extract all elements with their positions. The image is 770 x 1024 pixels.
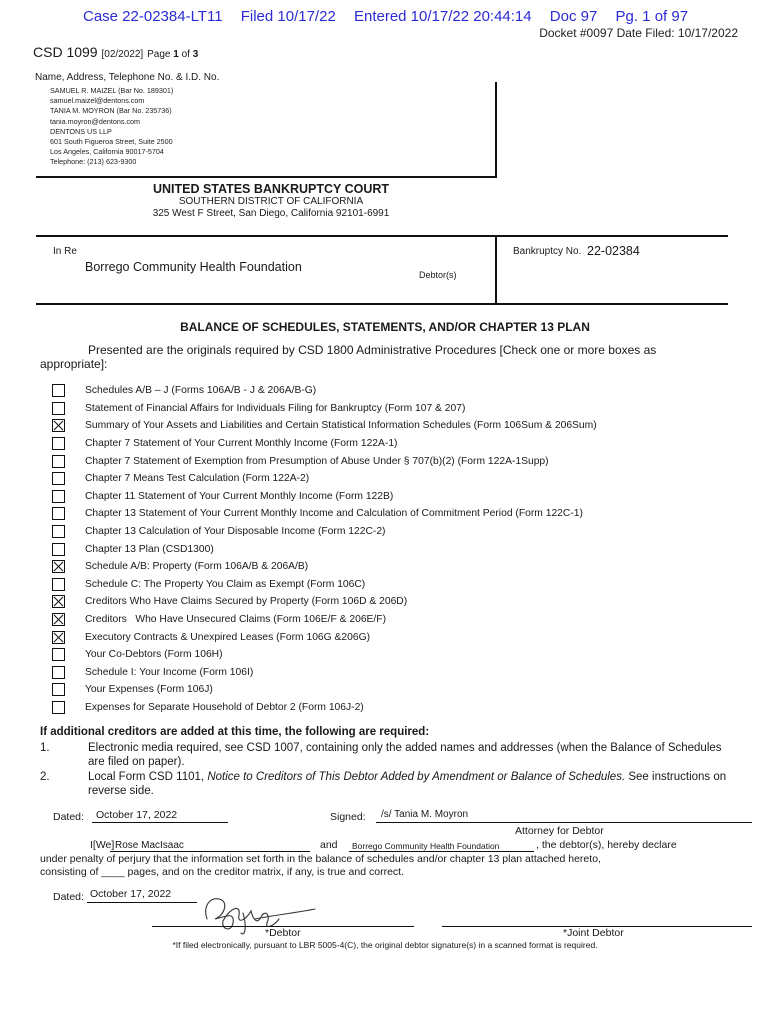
checklist-item-label: Statement of Financial Affairs for Individuals Filing for Bankruptcy (Form 107 & 207) [85,402,466,414]
checkbox[interactable] [52,507,65,520]
attorney-box-right-border [495,82,497,178]
caption-divider [495,235,497,304]
checkbox[interactable] [52,578,65,591]
debtor-signature-label: *Debtor [265,927,301,939]
declaration-tail: , the debtor(s), hereby declare [536,839,677,851]
requirement-text [88,770,728,798]
checkbox[interactable] [52,648,65,661]
checkbox[interactable] [52,683,65,696]
checkbox[interactable] [52,613,65,626]
requirement-text-plain: Local Form CSD 1101, [88,771,208,783]
checklist-item [52,523,597,541]
checklist-item [52,699,597,717]
checkbox[interactable] [52,437,65,450]
requirement-item-2 [40,770,740,800]
dated-underline [92,822,228,823]
requirement-form-title: Notice to Creditors of This Debtor Added by Amendment or Balance of Schedules. [207,771,626,783]
checklist-item [52,400,597,418]
attorney-line: 601 South Figueroa Street, Suite 2500 [50,137,173,147]
dated2-underline [87,902,197,903]
entered-date: Entered 10/17/22 20:44:14 [353,8,532,25]
checklist-item [52,664,597,682]
additional-creditors-heading: If additional creditors are added at this time, the following are required: [40,726,430,738]
docket-stamp: Docket #0097 Date Filed: 10/17/2022 [539,26,738,40]
filed-date: Filed 10/17/22 [240,8,336,25]
form-number: CSD 1099 [33,44,98,60]
form-page-of: of [178,49,193,60]
bankruptcy-number: 22-02384 [587,244,640,258]
form-page-num: 1 [173,49,179,60]
checklist-item [52,417,597,435]
doc-number: Doc 97 [549,8,598,25]
dated2-label: Dated: [53,891,84,903]
attorney-line: tania.moyron@dentons.com [50,116,140,126]
checkbox[interactable] [52,631,65,644]
checkbox[interactable] [52,666,65,679]
checklist-item-label: Chapter 7 Means Test Calculation (Form 122A-2) [85,473,310,485]
court-heading [150,182,392,220]
checklist-item [52,558,597,576]
checklist-item-label: Executory Contracts & Unexpired Leases (Form 106G &206G) [85,631,371,643]
entity-name: Borrego Community Health Foundation [352,841,500,851]
caption-bottom-rule [36,303,728,305]
checklist-item [52,646,597,664]
caption-top-rule [36,235,728,237]
signed-underline [376,822,752,823]
form-page-prefix: Page [147,49,174,60]
requirement-text-end: See instructions on reverse side. [88,771,727,797]
attorney-e-signature: /s/ Tania M. Moyron [381,809,469,820]
dated2-value: October 17, 2022 [90,888,172,900]
checklist-item-label: Chapter 13 Plan (CSD1300) [85,543,214,555]
checklist-item-label: Chapter 11 Statement of Your Current Monthly Income (Form 122B) [85,490,394,502]
attorney-block [50,86,173,168]
checklist-item [52,470,597,488]
dated-label: Dated: [53,811,84,823]
court-district: SOUTHERN DISTRICT OF CALIFORNIA [178,196,364,207]
court-address: 325 West F Street, San Diego, California 92101-6991 [152,208,390,219]
bankruptcy-number-label: Bankruptcy No. [513,246,582,257]
checklist-item-label: Summary of Your Assets and Liabilities and Certain Statistical Information Schedules (Form 106Sum & 206Sum) [85,420,597,432]
court-top-rule [36,176,496,178]
requirement-number: 1. [40,742,50,754]
and-label: and [320,839,338,851]
signed-label: Signed: [330,811,366,823]
in-re-label: In Re [53,246,77,257]
electronic-filing-footnote: *If filed electronically, pursuant to LBR 5005-4(C), the original debtor signature(s) in a scanned format is required. [172,940,598,950]
we-underline [110,851,310,852]
checkbox[interactable] [52,472,65,485]
checkbox[interactable] [52,595,65,608]
checklist-item-label: Schedule I: Your Income (Form 106I) [85,666,254,678]
checkbox[interactable] [52,701,65,714]
checklist-item-label: Creditors Who Have Unsecured Claims (Form 106E/F & 206E/F) [85,614,386,626]
checklist-item [52,576,597,594]
attorney-line: Telephone: (213) 623-9300 [50,157,137,167]
document-title: BALANCE OF SCHEDULES, STATEMENTS, AND/OR CHAPTER 13 PLAN [180,320,590,334]
attorney-line: SAMUEL R. MAIZEL (Bar No. 189301) [50,86,174,95]
intro-line-1: Presented are the originals required by CSD 1800 Administrative Procedures [Check one or more boxes as [88,343,657,357]
form-id [33,44,198,60]
checkbox[interactable] [52,490,65,503]
checklist-item-label: Your Expenses (Form 106J) [85,684,213,696]
intro-text [40,343,690,371]
intro-line-2: appropriate]: [40,357,108,371]
dated-value: October 17, 2022 [96,809,178,821]
checklist-item-label: Schedule C: The Property You Claim as Exempt (Form 106C) [85,578,366,590]
checklist-item [52,540,597,558]
checklist-item-label: Schedule A/B: Property (Form 106A/B & 206A/B) [85,561,309,573]
declaration-line-3: consisting of ____ pages, and on the creditor matrix, if any, is true and correct. [40,866,404,878]
schedule-checklist [52,382,597,716]
checklist-item-label: Chapter 13 Statement of Your Current Monthly Income and Calculation of Commitment Period (Form 122C-1) [85,508,583,520]
checklist-item-label: Creditors Who Have Claims Secured by Property (Form 106D & 206D) [85,596,408,608]
declaration-line-2: under penalty of perjury that the information set forth in the balance of schedules and/or chapter 13 plan attached hereto, [40,853,601,865]
checkbox[interactable] [52,525,65,538]
page-counter: Pg. 1 of 97 [615,8,689,25]
checklist-item [52,628,597,646]
attorney-line: TANIA M. MOYRON (Bar No. 235736) [50,106,172,116]
we-label: I[We] [90,839,115,851]
form-page-total: 3 [192,49,199,60]
checklist-item [52,593,597,611]
checklist-item-label: Your Co-Debtors (Form 106H) [85,649,223,661]
checklist-item-label: Expenses for Separate Household of Debtor 2 (Form 106J-2) [85,701,364,713]
entity-underline [349,851,534,852]
attorney-label: Name, Address, Telephone No. & I.D. No. [35,72,220,83]
requirement-text: Electronic media required, see CSD 1007, containing only the added names and addresses (when the Balance of Schedules are filed on paper). [88,742,722,768]
checklist-item [52,611,597,629]
checklist-item-label: Schedules A/B – J (Forms 106A/B - J & 206A/B-G) [85,385,317,397]
debtor-name: Borrego Community Health Foundation [85,260,302,274]
we-name: Rose MacIsaac [115,840,184,851]
checkbox[interactable] [52,384,65,397]
checklist-item-label: Chapter 13 Calculation of Your Disposable Income (Form 122C-2) [85,526,386,538]
joint-debtor-signature-label: *Joint Debtor [563,927,624,939]
checklist-item-label: Chapter 7 Statement of Your Current Monthly Income (Form 122A-1) [85,438,398,450]
attorney-role: Attorney for Debtor [515,825,604,837]
attorney-line: DENTONS US LLP [50,126,112,136]
checklist-item [52,505,597,523]
checklist-item [52,488,597,506]
checklist-item-label: Chapter 7 Statement of Exemption from Presumption of Abuse Under § 707(b)(2) (Form 122A-1Supp) [85,455,549,467]
checklist-item [52,382,597,400]
debtor-handwritten-signature [195,889,330,941]
checkbox[interactable] [52,419,65,432]
attorney-line: samuel.maizel@dentons.com [50,96,145,106]
checkbox[interactable] [52,543,65,556]
case-number: Case 22-02384-LT11 [83,8,223,25]
form-revision: [02/2022] [101,49,144,60]
checklist-item [52,435,597,453]
checklist-item [52,452,597,470]
case-filing-header [83,8,702,25]
attorney-line: Los Angeles, California 90017-5704 [50,147,164,157]
checkbox[interactable] [52,560,65,573]
checkbox[interactable] [52,455,65,468]
requirement-number: 2. [40,771,50,783]
requirement-item-1 [40,741,740,771]
debtor-label: Debtor(s) [419,270,457,280]
checklist-item [52,681,597,699]
court-name: UNITED STATES BANKRUPTCY COURT [152,182,390,196]
checkbox[interactable] [52,402,65,415]
